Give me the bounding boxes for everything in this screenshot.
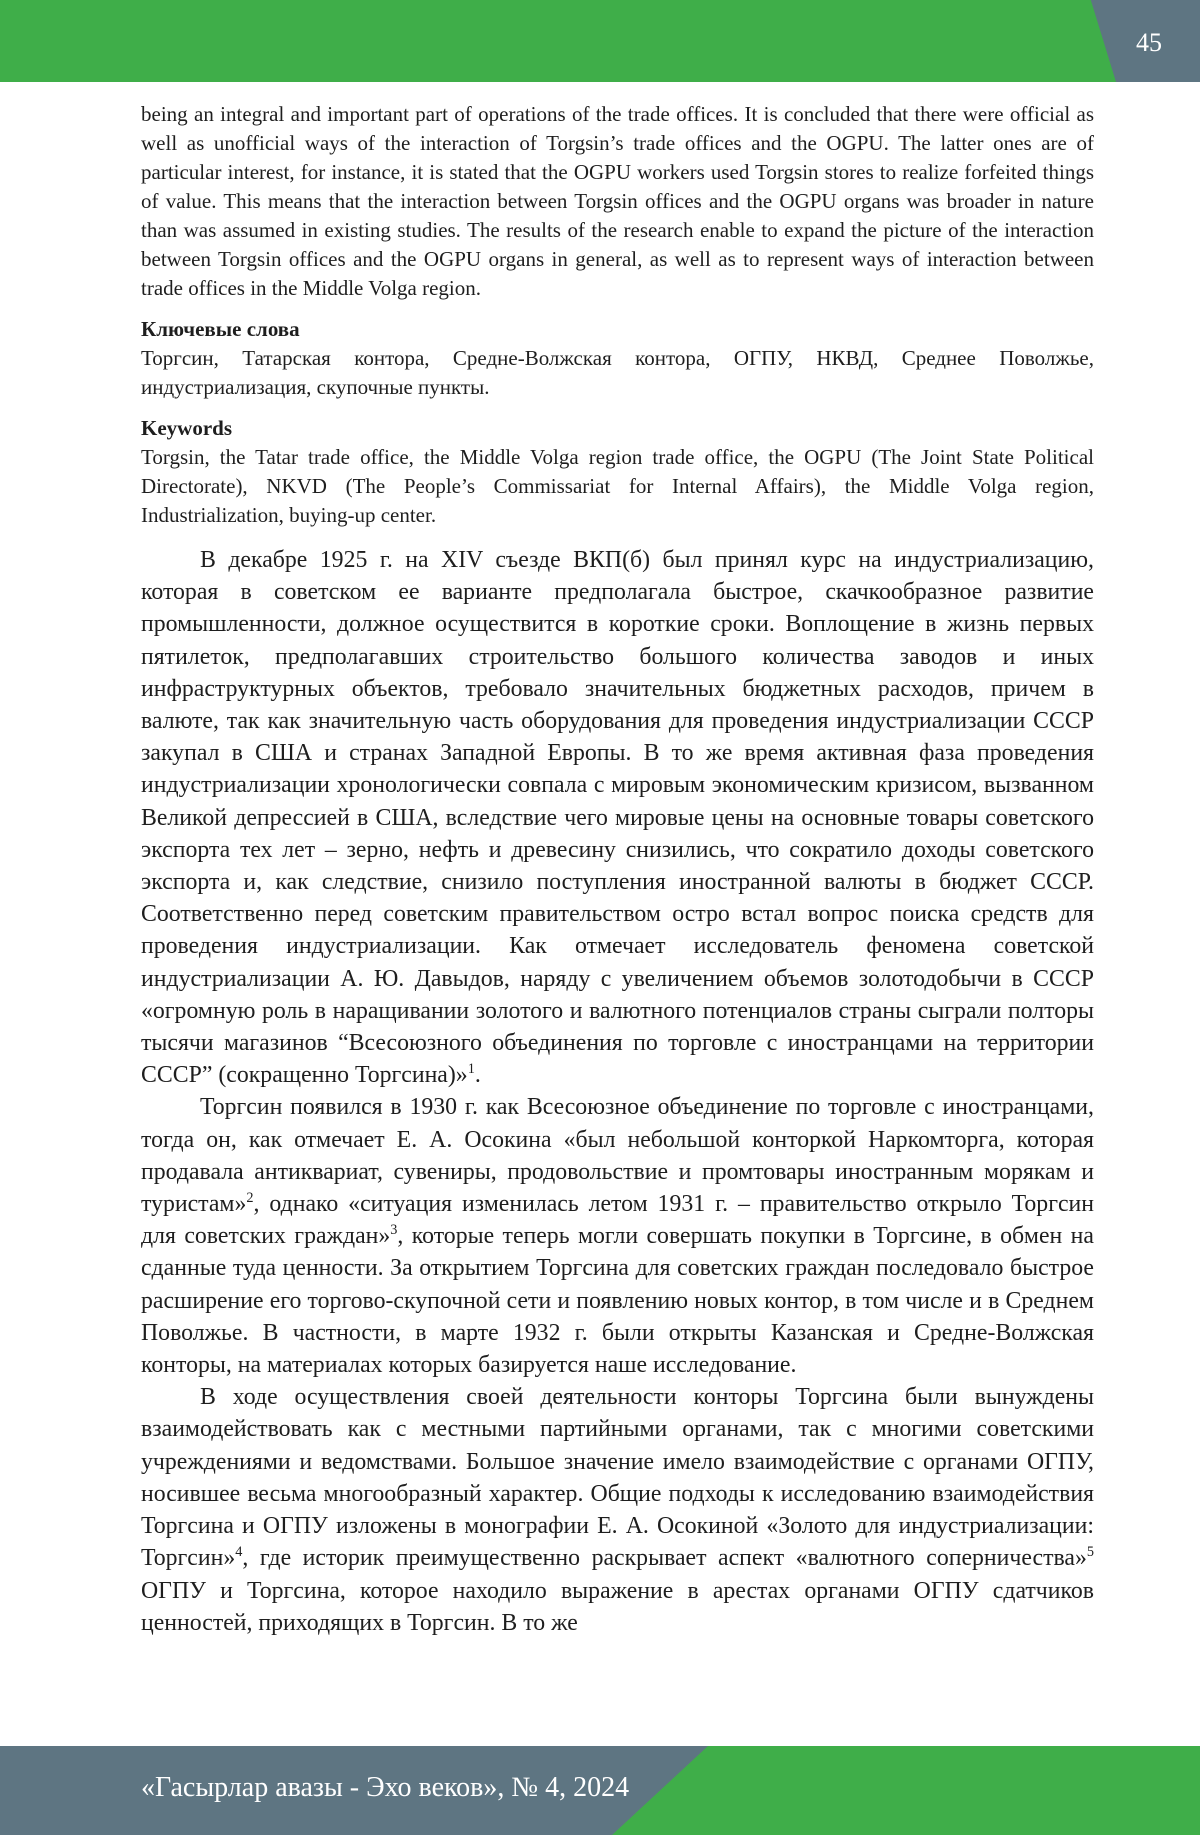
footnote-ref-4: 4 xyxy=(235,1544,243,1561)
body-paragraph-1 xyxy=(141,544,1094,1091)
page-number: 45 xyxy=(1136,28,1162,57)
paragraph-1-end: . xyxy=(474,1062,481,1089)
paragraph-3-part-b: , где историк преимущественно раскрывает аспект «валютного соперничества» xyxy=(242,1545,1087,1572)
page-number-tab xyxy=(1060,0,1200,82)
paragraph-2-part-b: , однако «ситуация изменилась летом 1931 г. – правительство открыло Торгсин для советских граждан» xyxy=(141,1191,1094,1250)
footnote-ref-5: 5 xyxy=(1086,1544,1094,1561)
paragraph-2-part-a: Торгсин появился в 1930 г. как Всесоюзное объединение по торговле с иностранцами, тогда он, как отмечает Е. А. Осокина «был небольшой конторкой Наркомторга, которая продавала антиквариат, сувениры, продовольствие и промтовары иностранным морякам и туристам» xyxy=(141,1094,1094,1218)
page-content xyxy=(141,100,1094,1639)
paragraph-2-part-c: , которые теперь могли совершать покупки в Торгсине, в обмен на сданные туда ценности. За открытием Торгсина для советских граждан последовало быстрое расширение его торгово-скупочной сети и появлению новых контор, в том числе и в Среднем Поволжье. В частности, в марте 1932 г. были открыты Казанская и Средне-Волжская конторы, на материалах которых базируется наше исследование. xyxy=(141,1223,1094,1379)
keywords-ru-text: Торгсин, Татарская контора, Средне-Волжская контора, ОГПУ, НКВД, Среднее Поволжье, индустриализация, скупочные пункты. xyxy=(141,346,1094,399)
abstract-en: being an integral and important part of operations of the trade offices. It is concluded that there were official as well as unofficial ways of the interaction of Torgsin’s trade offices and the OGPU. The latter ones are of particular interest, for instance, it is stated that the OGPU workers used Torgsin stores to realize forfeited things of value. This means that the interaction between Torgsin offices and the OGPU organs was broader in nature than was assumed in existing studies. The results of the research enable to expand the picture of the interaction between Torgsin offices and the OGPU organs in general, as well as to represent ways of interaction between trade offices in the Middle Volga region. xyxy=(141,102,1094,300)
body-paragraph-2 xyxy=(141,1091,1094,1381)
keywords-ru-heading: Ключевые слова xyxy=(141,317,300,341)
footer-bar xyxy=(0,1746,1200,1835)
keywords-en-text: Torgsin, the Tatar trade office, the Middle Volga region trade office, the OGPU (The Joint State Political Directorate), NKVD (The People’s Commissariat for Internal Affairs), the Middle Volga region, Industrialization, buying-up center. xyxy=(141,445,1094,527)
keywords-en-heading: Keywords xyxy=(141,416,232,440)
paragraph-3-part-a: В ходе осуществления своей деятельности конторы Торгсина были вынуждены взаимодействовать как с местными партийными органами, так с многими советскими учреждениями и ведомствами. Большое значение имело взаимодействие с органами ОГПУ, носившее весьма многообразный характер. Общие подходы к исследованию взаимодействия Торгсина и ОГПУ изложены в монографии Е. А. Осокиной «Золото для индустриализации: Торгсин» xyxy=(141,1384,1094,1572)
footnote-ref-3: 3 xyxy=(390,1222,398,1239)
footnote-ref-1: 1 xyxy=(467,1061,475,1078)
paragraph-1-text: В декабре 1925 г. на XIV съезде ВКП(б) был принял курс на индустриализацию, которая в советском ее варианте предполагала быстрое, скачкообразное развитие промышленности, должное осуществится в короткие сроки. Воплощение в жизнь первых пятилеток, предполагавших строительство большого количества заводов и иных инфраструктурных объектов, требовало значительных бюджетных расходов, причем в валюте, так как значительную часть оборудования для проведения индустриализации СССР закупал в США и странах Западной Европы. В то же время активная фаза проведения индустриализации хронологически совпала с мировым экономическим кризисом, вызванном Великой депрессией в США, вследствие чего мировые цены на основные товары советского экспорта тех лет – зерно, нефть и древесину снизились, что сократило доходы советского экспорта и, как следствие, снизило поступления иностранной валюты в бюджет СССР. Соответственно перед советским правительством остро встал вопрос поиска средств для проведения индустриализации. Как отмечает исследователь феномена советской индустриализации А. Ю. Давыдов, наряду с увеличением объемов золотодобычи в СССР «огромную роль в наращивании золотого и валютного потенциалов страны сыграли полторы тысячи магазинов “Всесоюзного объединения по торговле с иностранцами на территории СССР” (сокращенно Торгсина)» xyxy=(141,547,1094,1089)
paragraph-3-part-c: ОГПУ и Торгсина, которое находило выражение в арестах органами ОГПУ сдатчиков ценностей, приходящих в Торгсин. В то же xyxy=(141,1577,1094,1636)
header-bar xyxy=(0,0,1200,82)
journal-title: «Гасырлар авазы - Эхо веков», № 4, 2024 xyxy=(141,1772,630,1803)
footnote-ref-2: 2 xyxy=(246,1190,254,1207)
body-paragraph-3 xyxy=(141,1381,1094,1639)
